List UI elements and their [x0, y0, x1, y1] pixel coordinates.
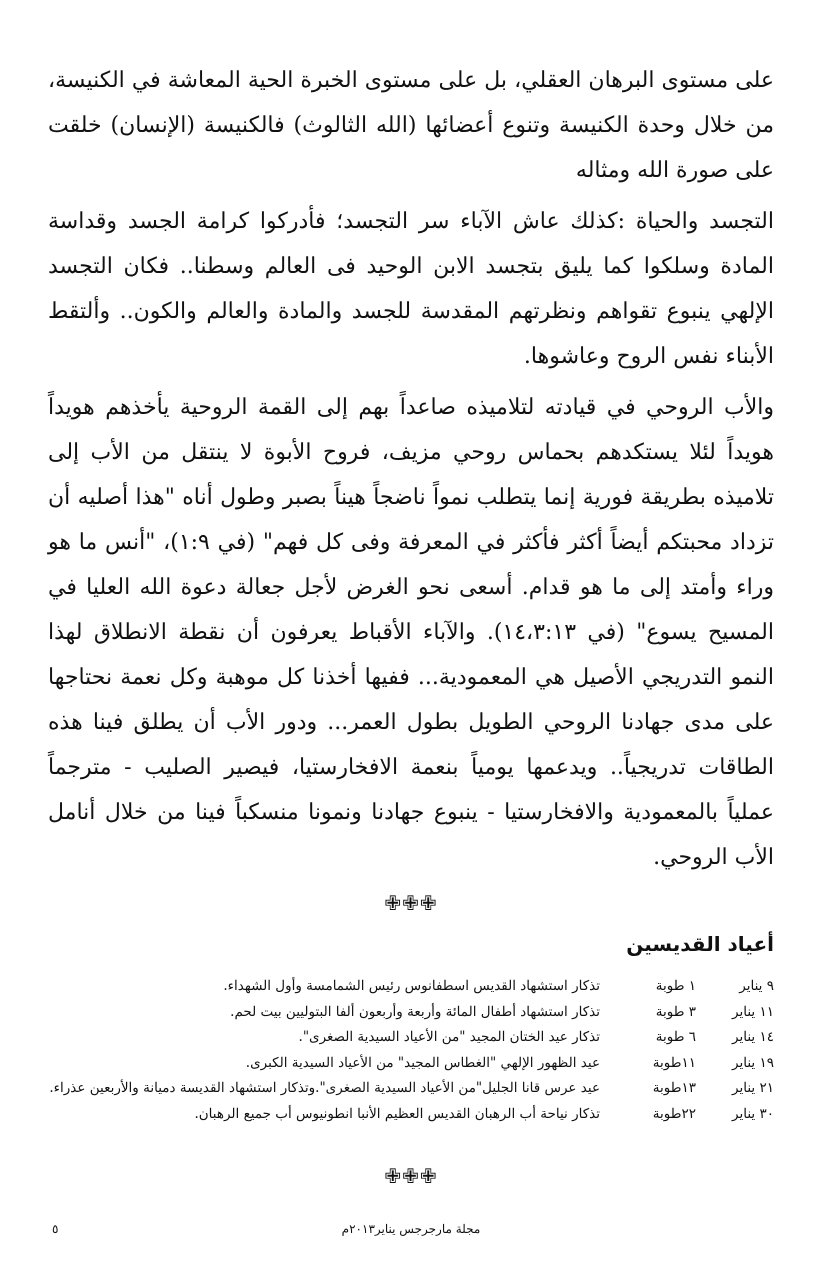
- paragraph-2: التجسد والحياة :كذلك عاش الآباء سر التجسد؛ فأدركوا كرامة الجسد وقداسة المادة وسلكوا كما يليق بتجسد الابن الوحيد فى العالم وسطنا.. فكان التجسد الإلهي ينبوع تقواهم ونظرتهم المقدسة للجسد والمادة والعالم والكون.. وألتقط الأبناء نفس الروح وعاشوها.: [48, 209, 774, 369]
- article-body: [48, 58, 774, 886]
- coptic-date: ٣ طوبة: [655, 1003, 696, 1020]
- coptic-date: ٦ طوبة: [655, 1029, 696, 1045]
- gregorian-date: ١٩ يناير: [732, 1054, 774, 1071]
- gregorian-date: ٩ يناير: [739, 978, 774, 994]
- feast-row: [34, 1055, 774, 1081]
- feast-description: تذكار استشهاد القديس اسطفانوس رئيس الشمامسة وأول الشهداء.: [223, 978, 600, 994]
- coptic-date: ١ طوبة: [655, 978, 696, 994]
- page-number: ٥: [52, 1222, 59, 1236]
- feast-row: [34, 1029, 774, 1055]
- triple-cross-icon: ✙✙✙: [384, 1164, 438, 1188]
- gregorian-date: ١٤ يناير: [732, 1029, 774, 1045]
- gregorian-date: ١١ يناير: [732, 1003, 774, 1020]
- coptic-date: ٢٢طوبة: [652, 1105, 696, 1122]
- feast-description: تذكار استشهاد أطفال المائة وأربعة وأربعون ألفا البتوليين بيت لحم.: [230, 1003, 600, 1020]
- paragraph-3: والأب الروحي في قيادته لتلاميذه صاعداً بهم إلى القمة الروحية يأخذهم هويداً هويداً لئلا يستكدهم بحماس روحي مزيف، فروح الأبوة لا ينتقل من الأب إلى تلاميذه بطريقة فورية إنما يتطلب نمواً ناضجاً هيناً بصبر وطول أناه "هذا أصليه أن تزداد محبتكم أيضاً أكثر فأكثر في المعرفة وفى كل فهم" (في ١:٩)، "أنس ما هو وراء وأمتد إلى ما هو قدام. أسعى نحو الغرض لأجل جعالة دعوة الله العليا في المسيح يسوع" (في ١٤،٣:١٣). والآباء الأقباط يعرفون أن نقطة الانطلاق لهذا النمو التدريجي الأصيل هي المعمودية... ففيها أخذنا كل موهبة وكل نعمة نحتاجها على مدى جهادنا الروحي الطويل بطول العمر... ودور الأب أن يطلق فينا هذه الطاقات تدريجياً.. ويدعمها يومياً بنعمة الافخارستيا، فيصير الصليب - مترجماً عملياً بالمعمودية والافخارستيا - ينبوع جهادنا ونمونا منسكباً فينا من خلال أنامل الأب الروحي.: [48, 395, 774, 870]
- feast-row: [34, 1004, 774, 1030]
- feast-description: عيد عرس قانا الجليل"من الأعياد السيدية الصغرى".وتذكار استشهاد القديسة دميانة والأربعين عذراء.: [49, 1080, 600, 1096]
- feast-row: [34, 1106, 774, 1132]
- feast-description: عيد الظهور الإلهي "الغطاس المجيد" من الأعياد السيدية الكبرى.: [245, 1054, 600, 1071]
- coptic-date: ١١طوبة: [652, 1054, 696, 1071]
- gregorian-date: ٢١ يناير: [732, 1080, 774, 1096]
- saints-feasts-list: [34, 978, 774, 1131]
- gregorian-date: ٣٠ يناير: [732, 1105, 774, 1122]
- journal-name: مجلة مارجرجس يناير٢٠١٣م: [341, 1222, 481, 1236]
- feast-description: تذكار نياحة أب الرهبان القديس العظيم الأنبا انطونيوس أب جميع الرهبان.: [194, 1105, 600, 1122]
- feast-row: [34, 978, 774, 1004]
- coptic-date: ١٣طوبة: [652, 1080, 696, 1096]
- triple-cross-icon: ✙✙✙: [384, 891, 438, 915]
- feast-row: [34, 1080, 774, 1106]
- section-title: أعياد القديسين: [626, 932, 774, 956]
- paragraph-1: على مستوى البرهان العقلي، بل على مستوى الخبرة الحية المعاشة في الكنيسة، من خلال وحدة الكنيسة وتنوع أعضائها (الله الثالوث) فالكنيسة (الإنسان) خلقت على صورة الله ومثاله: [48, 68, 774, 183]
- feast-description: تذكار عيد الختان المجيد "من الأعياد السيدية الصغرى".: [298, 1029, 600, 1045]
